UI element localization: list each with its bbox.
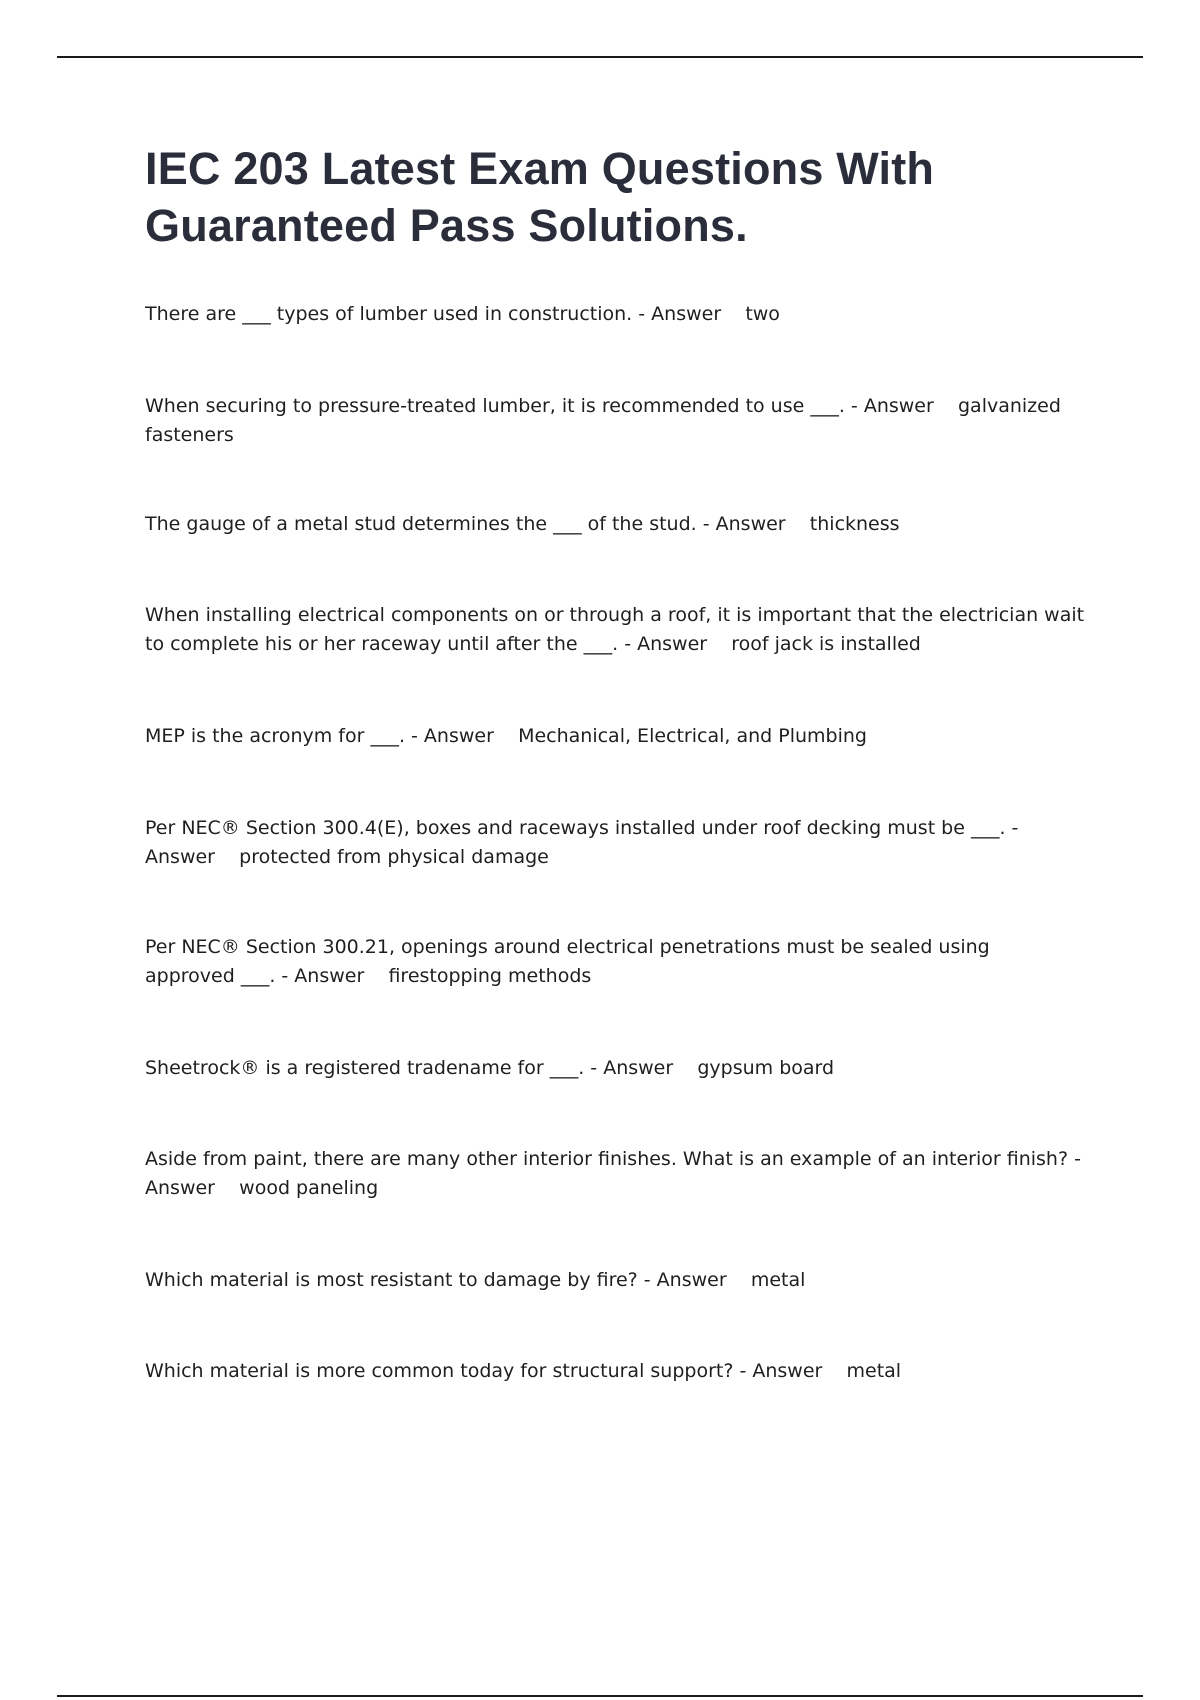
- document-page: [145, 140, 1085, 254]
- qa-item: [145, 722, 1085, 751]
- qa-item: [145, 510, 1085, 539]
- answer-text: thickness: [809, 513, 900, 535]
- answer-text: firestopping methods: [388, 965, 592, 987]
- answer-text: metal: [846, 1360, 902, 1382]
- question-text: Which material is most resistant to damage by fire? - Answer: [145, 1269, 727, 1291]
- top-rule: [57, 56, 1143, 58]
- answer-text: Mechanical, Electrical, and Plumbing: [518, 725, 867, 747]
- question-text: When securing to pressure-treated lumber, it is recommended to use ___. - Answer: [145, 395, 934, 417]
- qa-item: [145, 300, 1085, 329]
- answer-text: roof jack is installed: [731, 633, 921, 655]
- question-text: The gauge of a metal stud determines the ___ of the stud. - Answer: [145, 513, 786, 535]
- qa-item: [145, 814, 1085, 872]
- question-text: Per NEC® Section 300.21, openings around electrical penetrations must be sealed using approved ___. - Answer: [145, 936, 990, 987]
- answer-text: galvanized fasteners: [145, 395, 1061, 446]
- qa-item: [145, 1054, 1085, 1083]
- qa-item: [145, 933, 1085, 991]
- question-text: Per NEC® Section 300.4(E), boxes and raceways installed under roof decking must be ___. - Answer: [145, 817, 1019, 868]
- answer-text: wood paneling: [239, 1177, 379, 1199]
- answer-text: protected from physical damage: [239, 846, 549, 868]
- bottom-rule: [57, 1695, 1143, 1697]
- qa-item: [145, 1145, 1085, 1203]
- question-text: When installing electrical components on or through a roof, it is important that the electrician wait to complete his or her raceway until after the ___. - Answer: [145, 604, 1085, 655]
- qa-item: [145, 392, 1085, 450]
- answer-text: two: [745, 303, 780, 325]
- question-text: There are ___ types of lumber used in construction. - Answer: [145, 303, 722, 325]
- answer-text: metal: [750, 1269, 806, 1291]
- question-text: Sheetrock® is a registered tradename for ___. - Answer: [145, 1057, 674, 1079]
- document-title: IEC 203 Latest Exam Questions With Guaranteed Pass Solutions.: [145, 143, 935, 251]
- qa-item: [145, 1357, 1085, 1386]
- qa-item: [145, 601, 1085, 659]
- question-text: Which material is more common today for structural support? - Answer: [145, 1360, 823, 1382]
- question-text: Aside from paint, there are many other interior finishes. What is an example of an interior finish? - Answer: [145, 1148, 1081, 1199]
- qa-item: [145, 1266, 1085, 1295]
- answer-text: gypsum board: [697, 1057, 835, 1079]
- question-text: MEP is the acronym for ___. - Answer: [145, 725, 494, 747]
